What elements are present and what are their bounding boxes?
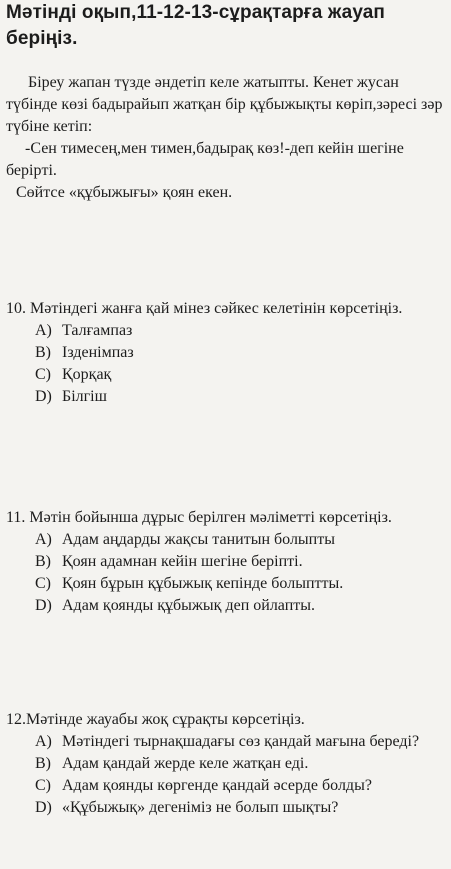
answer-option-10c[interactable] [6,364,446,386]
answer-option-11c[interactable] [6,573,446,595]
option-text: Қорқақ [62,366,112,383]
option-text: «Құбыжық» дегеніміз не болып шықты? [62,799,339,816]
worksheet-title: Мәтінді оқып,11-12-13-сұрақтарға жауап беріңіз. [6,2,385,49]
option-letter: D) [35,597,52,614]
passage-paragraph-3: Сөйтсе «құбыжығы» қоян екен. [16,184,233,201]
answer-option-11d[interactable] [6,595,446,617]
option-letter: A) [35,733,52,750]
option-text: Адам қоянды құбыжық деп ойлапты. [62,597,315,614]
option-letter: D) [35,388,52,405]
question-11-stem: 11. Мәтін бойынша дұрыс берілген мәліметті көрсетіңіз. [6,509,392,526]
question-11-options [6,529,446,617]
option-letter: A) [35,531,52,548]
option-letter: C) [35,366,51,383]
option-text: Адам қоянды көргенде қандай әсерде болды? [62,777,372,794]
question-11 [6,507,446,617]
question-10 [6,298,446,408]
answer-option-12d[interactable] [6,797,446,819]
option-letter: C) [35,575,51,592]
question-10-stem: 10. Мәтіндегі жанға қай мінез сәйкес келетінін көрсетіңіз. [6,300,403,317]
answer-option-12a[interactable] [6,731,446,753]
answer-option-11b[interactable] [6,551,446,573]
option-letter: A) [35,322,52,339]
answer-option-12b[interactable] [6,753,446,775]
option-letter: D) [35,799,52,816]
answer-option-10a[interactable] [6,320,446,342]
passage-paragraph-1: Біреу жапан түзде әндетіп келе жатыпты. Кенет жусан түбінде көзі бадырайып жатқан бір құбыжықты көріп,зәресі зәр түбіне кетіп: [6,74,443,135]
option-text: Талғампаз [62,322,133,339]
option-letter: B) [35,553,51,570]
question-10-options [6,320,446,408]
question-12 [6,709,446,819]
question-12-options [6,731,446,819]
question-12-stem: 12.Мәтінде жауабы жоқ сұрақты көрсетіңіз. [6,711,305,728]
option-letter: B) [35,344,51,361]
answer-option-12c[interactable] [6,775,446,797]
option-letter: B) [35,755,51,772]
answer-option-10d[interactable] [6,386,446,408]
option-text: Ізденімпаз [62,344,134,361]
option-text: Білгіш [62,388,107,405]
answer-option-11a[interactable] [6,529,446,551]
option-text: Адам қандай жерде келе жатқан еді. [62,755,309,772]
option-text: Адам аңдарды жақсы танитын болыпты [62,531,335,548]
passage-paragraph-2: -Сен тимесең,мен тимен,бадырақ көз!-деп кейін шегіне берipті. [6,140,404,179]
reading-passage [6,72,446,204]
option-text: Қоян адамнан кейін шегіне берiпті. [62,553,303,570]
option-text: Қоян бұрын құбыжық кепінде болыптты. [62,575,344,592]
option-letter: C) [35,777,51,794]
answer-option-10b[interactable] [6,342,446,364]
option-text: Мәтіндегі тырнақшадағы сөз қандай мағына береді? [62,733,420,750]
